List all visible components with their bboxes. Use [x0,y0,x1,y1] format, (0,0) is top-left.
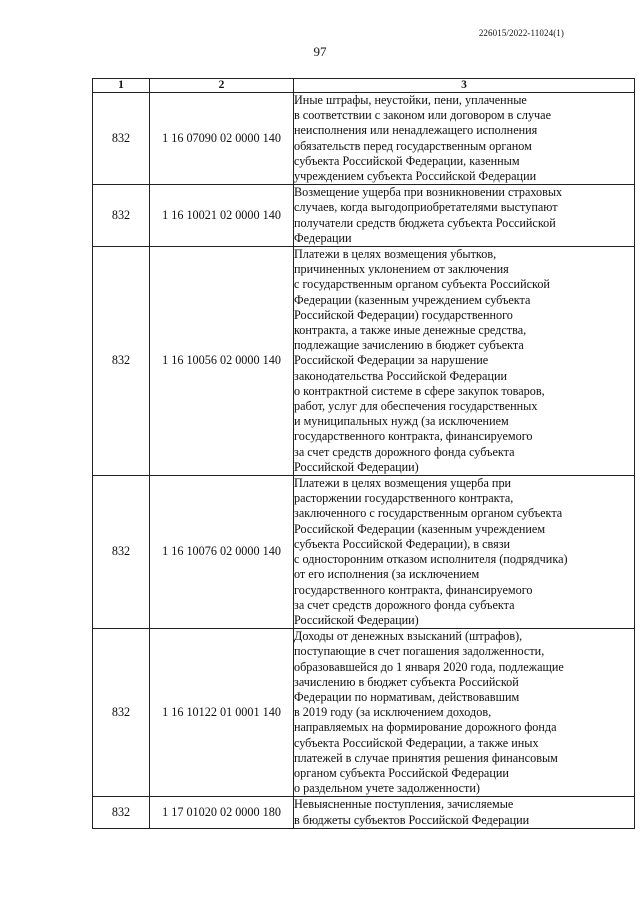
revenue-name-line: подлежащие зачислению в бюджет субъекта [294,338,524,353]
revenue-code-cell: 1 16 10076 02 0000 140 [150,476,294,629]
revenue-name-cell [294,476,635,629]
page-number: 97 [313,44,327,59]
revenue-name-line: государственного контракта, финансируемого [294,582,533,597]
revenue-name-line: учреждением субъекта Российской Федерации [294,169,537,184]
revenue-name-line: направляемых на формирование дорожного фонда [294,720,557,735]
revenue-name-line: субъекта Российской Федерации, казенным [294,153,520,168]
revenue-name-line: с односторонним отказом исполнителя (подрядчика) [294,552,568,567]
revenue-name-line: Российской Федерации) [294,459,419,474]
revenue-name-cell [294,247,635,476]
column-header-1: 1 [93,79,150,93]
column-header-2: 2 [150,79,294,93]
revenue-name-line: расторжении государственного контракта, [294,491,514,506]
table-body [93,93,635,829]
revenue-name-line: в 2019 году (за исключением доходов, [294,705,492,720]
table-row [93,247,635,476]
revenue-name-line: Российской Федерации за нарушение [294,353,489,368]
revenue-name-line: государственного контракта, финансируемого [294,429,533,444]
revenue-code-cell: 1 16 10122 01 0001 140 [150,629,294,797]
revenue-name-cell [294,93,635,185]
revenue-name-line: заключенного с государственным органом субъекта [294,506,563,521]
revenue-name-line: Доходы от денежных взысканий (штрафов), [294,629,523,644]
revenue-name-line: Федерации (казенным учреждением субъекта [294,292,531,307]
revenue-code-cell: 1 17 01020 02 0000 180 [150,797,294,828]
revenue-name-line: работ, услуг для обеспечения государственных [294,399,538,414]
revenue-name-line: с государственным органом субъекта Российской [294,277,550,292]
revenue-name-line: обязательств перед государственным органом [294,138,532,153]
column-header-3: 3 [294,79,635,93]
revenue-code-cell: 1 16 10021 02 0000 140 [150,185,294,247]
table-row [93,629,635,797]
revenue-name-line: Федерации [294,230,352,245]
revenue-name-line: поступающие в счет погашения задолженности, [294,644,545,659]
revenue-name-line: и муниципальных нужд (за исключением [294,414,509,429]
revenue-code-cell: 1 16 07090 02 0000 140 [150,93,294,185]
revenue-name-line: в бюджеты субъектов Российской Федерации [294,812,530,827]
revenue-name-line: образовавшейся до 1 января 2020 года, подлежащие [294,659,564,674]
revenue-name-line: субъекта Российской Федерации, а также иных [294,735,539,750]
admin-code-cell: 832 [93,185,150,247]
revenue-name-line: получатели средств бюджета субъекта Российской [294,215,556,230]
revenue-name-line: о контрактной системе в сфере закупок товаров, [294,383,545,398]
revenue-name-line: Возмещение ущерба при возникновении страховых [294,185,563,200]
revenue-name-line: Иные штрафы, неустойки, пени, уплаченные [294,93,527,107]
revenue-name-line: о раздельном учете задолженности) [294,781,480,796]
revenue-name-line: зачислению в бюджет субъекта Российской [294,674,519,689]
document-id: 226015/2022-11024(1) [478,28,564,38]
revenue-name-line: Российской Федерации (казенным учреждением [294,521,546,536]
revenue-name-line: Федерации по нормативам, действовавшим [294,689,520,704]
revenue-name-line: Платежи в целях возмещения убытков, [294,247,497,262]
revenue-name-line: законодательства Российской Федерации [294,368,508,383]
admin-code-cell: 832 [93,629,150,797]
revenue-name-line: в соответствии с законом или договором в случае [294,108,552,123]
table-row [93,797,635,828]
table-header-row [93,79,635,93]
revenue-name-line: случаев, когда выгодоприобретателями выступают [294,200,558,215]
revenue-name-line: за счет средств дорожного фонда субъекта [294,597,515,612]
revenue-name-line: Российской Федерации) государственного [294,307,513,322]
revenue-name-line: от его исполнения (за исключением [294,567,480,582]
revenue-codes-table [92,78,635,829]
admin-code-cell: 832 [93,247,150,476]
revenue-name-line: Российской Федерации) [294,612,419,627]
table-row [93,476,635,629]
revenue-name-cell [294,629,635,797]
admin-code-cell: 832 [93,93,150,185]
table-row [93,185,635,247]
revenue-code-cell: 1 16 10056 02 0000 140 [150,247,294,476]
revenue-name-line: причиненных уклонением от заключения [294,262,509,277]
revenue-name-line: платежей в случае принятия решения финансовым [294,750,558,765]
revenue-name-line: за счет средств дорожного фонда субъекта [294,444,515,459]
revenue-name-line: Платежи в целях возмещения ущерба при [294,476,512,491]
revenue-name-line: Невыясненные поступления, зачисляемые [294,797,514,812]
revenue-name-cell [294,797,635,828]
revenue-name-cell [294,185,635,247]
admin-code-cell: 832 [93,797,150,828]
table-row [93,93,635,185]
revenue-name-line: контракта, а также иные денежные средства, [294,323,527,338]
revenue-name-line: органом субъекта Российской Федерации [294,765,509,780]
revenue-name-line: субъекта Российской Федерации), в связи [294,536,511,551]
revenue-name-line: неисполнения или ненадлежащего исполнения [294,123,538,138]
admin-code-cell: 832 [93,476,150,629]
